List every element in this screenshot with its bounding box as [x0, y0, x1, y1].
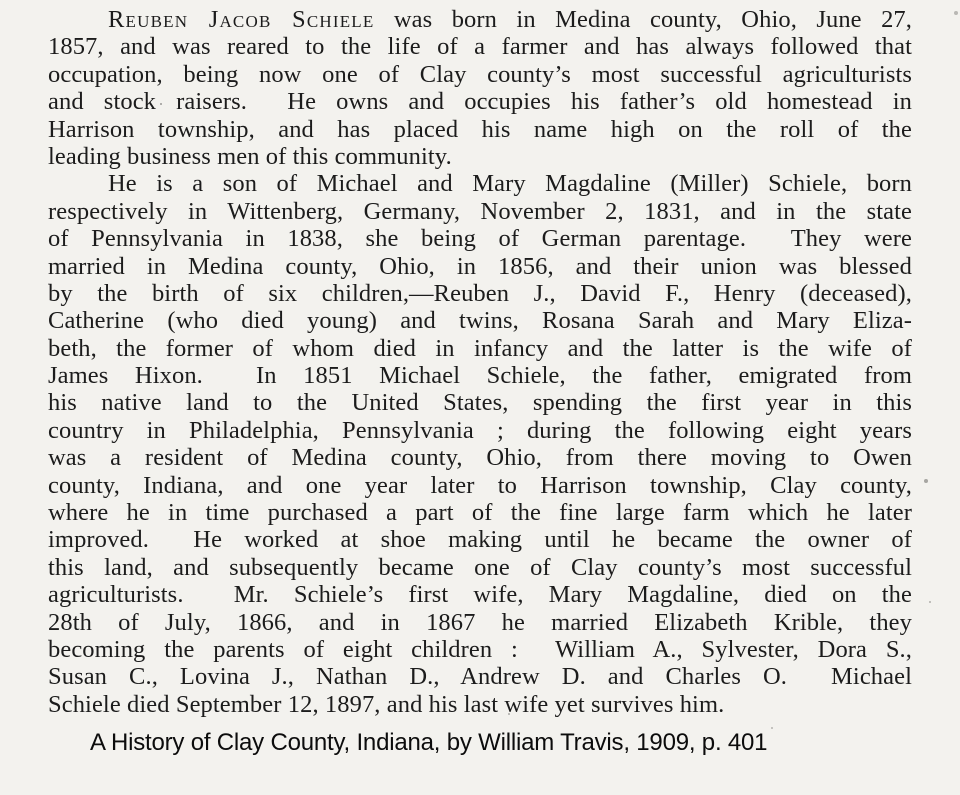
- text-line: his native land to the United States, spending the first year in this: [48, 389, 912, 417]
- paragraph-2: [48, 170, 912, 718]
- text-line: Harrison township, and has placed his name high on the roll of the: [48, 115, 912, 143]
- text-line: and stock raisers. He owns and occupies his father’s old homestead in: [48, 88, 912, 116]
- text-line: where he in time purchased a part of the fine large farm which he later: [48, 499, 912, 527]
- scan-speck-artifacts: [0, 0, 2, 2]
- text-line: Catherine (who died young) and twins, Rosana Sarah and Mary Eliza-: [48, 307, 912, 335]
- text-line: James Hixon. In 1851 Michael Schiele, the father, emigrated from: [48, 362, 912, 390]
- text-line: by the birth of six children,—Reuben J., David F., Henry (deceased),: [48, 279, 912, 307]
- text-line: Reuben Jacob Schiele was born in Medina county, Ohio, June 27,: [108, 6, 912, 33]
- person-name-smallcaps: Reuben Jacob Schiele: [108, 6, 375, 33]
- paragraph-1: [48, 6, 912, 170]
- text-line: beth, the former of whom died in infancy and the latter is the wife of: [48, 334, 912, 362]
- text-line: Susan C., Lovina J., Nathan D., Andrew D. and Charles O. Michael: [48, 663, 912, 691]
- citation-line: A History of Clay County, Indiana, by William Travis, 1909, p. 401: [90, 729, 768, 756]
- text-line: of Pennsylvania in 1838, she being of German parentage. They were: [48, 225, 912, 253]
- biography-text: [48, 6, 912, 718]
- text-line: this land, and subsequently became one of Clay county’s most successful: [48, 553, 912, 581]
- text-line: respectively in Wittenberg, Germany, November 2, 1831, and in the state: [48, 197, 912, 225]
- text-line: county, Indiana, and one year later to Harrison township, Clay county,: [48, 471, 912, 499]
- text-line: occupation, being now one of Clay county’s most successful agriculturists: [48, 60, 912, 88]
- text-line: agriculturists. Mr. Schiele’s first wife, Mary Magdaline, died on the: [48, 581, 912, 609]
- text-line: married in Medina county, Ohio, in 1856, and their union was blessed: [48, 252, 912, 280]
- text-line: leading business men of this community.: [48, 142, 452, 170]
- text-line: He is a son of Michael and Mary Magdaline (Miller) Schiele, born: [108, 170, 912, 198]
- text-line: Schiele died September 12, 1897, and his last wife yet survives him.: [48, 690, 725, 718]
- text-line: 1857, and was reared to the life of a farmer and has always followed that: [48, 33, 912, 61]
- text-line: 28th of July, 1866, and in 1867 he married Elizabeth Krible, they: [48, 608, 912, 636]
- text-line: becoming the parents of eight children : William A., Sylvester, Dora S.,: [48, 635, 912, 663]
- text-line: country in Philadelphia, Pennsylvania ; during the following eight years: [48, 416, 912, 444]
- text-line: was a resident of Medina county, Ohio, from there moving to Owen: [48, 444, 912, 472]
- text-line: improved. He worked at shoe making until he became the owner of: [48, 526, 912, 554]
